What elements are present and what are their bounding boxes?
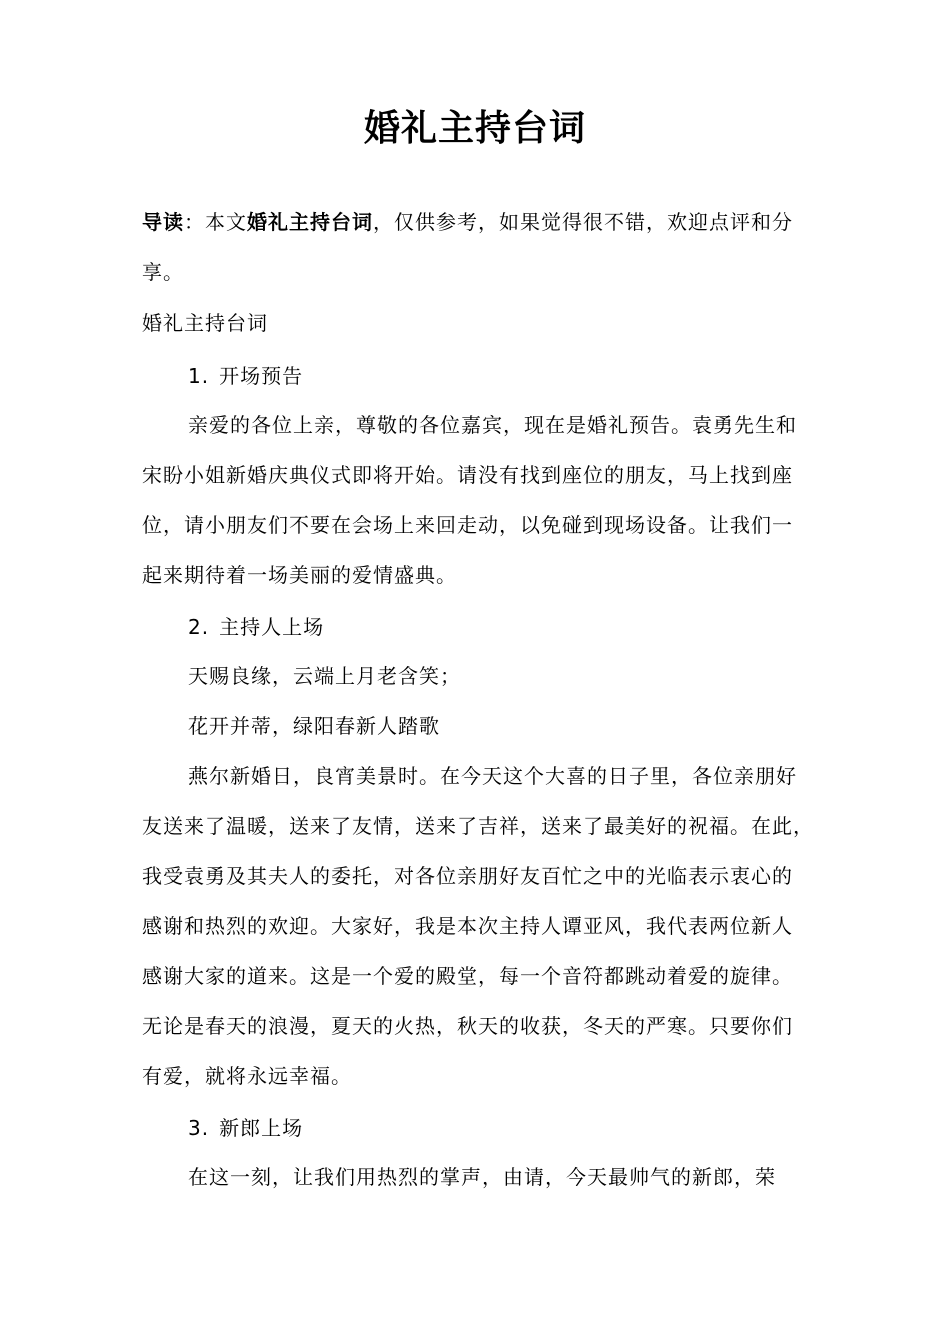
intro-prefix: 本文 xyxy=(205,210,247,234)
section-number: 3. xyxy=(188,1116,210,1140)
intro-label: 导读 xyxy=(142,210,184,234)
page-title: 婚礼主持台词 xyxy=(363,108,586,149)
paragraph-line: 位，请小朋友们不要在会场上来回走动，以免碰到现场设备。让我们一 xyxy=(142,513,793,537)
intro-line xyxy=(142,208,832,236)
paragraph-line: 亲爱的各位上亲，尊敬的各位嘉宾，现在是婚礼预告。袁勇先生和 xyxy=(188,413,797,437)
section-heading-text: 开场预告 xyxy=(219,364,304,388)
verse-line: 花开并蒂，绿阳春新人踏歌 xyxy=(188,714,440,738)
paragraph-line: 感谢大家的道来。这是一个爱的殿堂，每一个音符都跳动着爱的旋律。 xyxy=(142,964,793,988)
intro-colon: ： xyxy=(184,210,205,234)
section-heading-text: 主持人上场 xyxy=(219,615,325,639)
paragraph-line: 无论是春天的浪漫，夏天的火热，秋天的收获，冬天的严寒。只要你们 xyxy=(142,1014,793,1038)
section-number: 2. xyxy=(188,615,210,639)
intro-suffix: ，仅供参考，如果觉得很不错，欢迎点评和分 xyxy=(373,210,793,234)
section-heading xyxy=(188,362,878,390)
paragraph-line: 我受袁勇及其夫人的委托，对各位亲朋好友百忙之中的光临表示衷心的 xyxy=(142,864,793,888)
paragraph-line: 有爱，就将永远幸福。 xyxy=(142,1064,352,1088)
section-heading-text: 新郎上场 xyxy=(219,1116,304,1140)
paragraph-line: 感谢和热烈的欢迎。大家好，我是本次主持人谭亚风，我代表两位新人 xyxy=(142,914,793,938)
paragraph-line: 燕尔新婚日，良宵美景时。在今天这个大喜的日子里，各位亲朋好 xyxy=(188,764,797,788)
section-number: 1. xyxy=(188,364,210,388)
paragraph-line: 在这一刻，让我们用热烈的掌声，由请，今天最帅气的新郎，荣 xyxy=(188,1165,776,1189)
paragraph-line: 友送来了温暖，送来了友情，送来了吉祥，送来了最美好的祝福。在此， xyxy=(142,814,814,838)
section-heading xyxy=(188,1114,878,1142)
document-subtitle: 婚礼主持台词 xyxy=(142,311,268,335)
verse-line: 天赐良缘，云端上月老含笑； xyxy=(188,664,461,688)
intro-bold-title: 婚礼主持台词 xyxy=(247,210,373,234)
paragraph-line: 宋盼小姐新婚庆典仪式即将开始。请没有找到座位的朋友，马上找到座 xyxy=(142,463,793,487)
paragraph-line: 起来期待着一场美丽的爱情盛典。 xyxy=(142,563,457,587)
section-heading xyxy=(188,613,878,641)
intro-line-2: 享。 xyxy=(142,260,184,284)
